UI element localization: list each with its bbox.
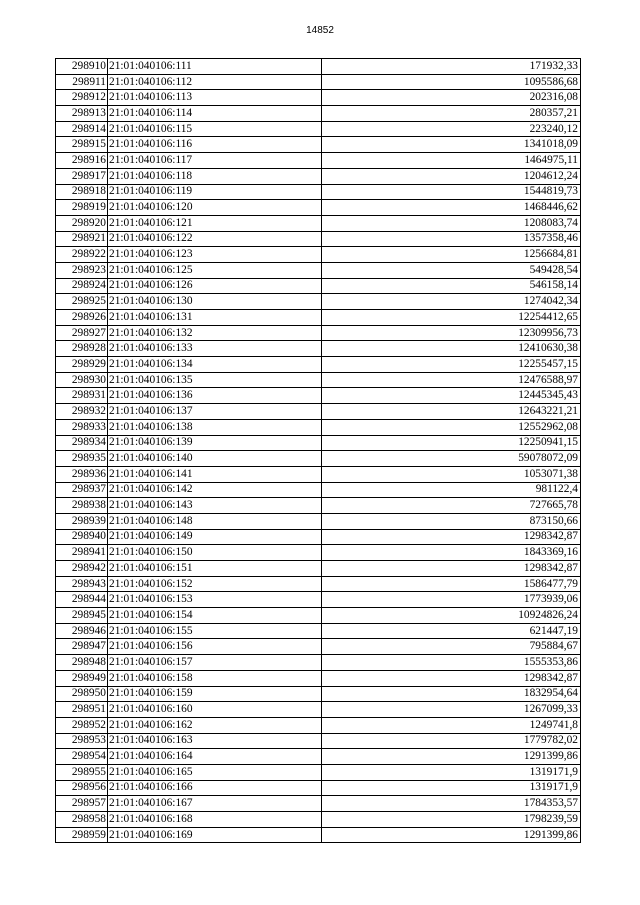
row-number-cell: 298930 (56, 372, 108, 388)
row-number-cell: 298944 (56, 592, 108, 608)
table-row (56, 357, 581, 373)
row-number-cell: 298947 (56, 639, 108, 655)
cadastral-number-cell: 21:01:040106:156 (108, 639, 322, 655)
table-row (56, 451, 581, 467)
table-row (56, 733, 581, 749)
cadastral-value-cell: 202316,08 (322, 90, 581, 106)
cadastral-number-cell: 21:01:040106:157 (108, 655, 322, 671)
cadastral-value-cell: 1832954,64 (322, 686, 581, 702)
cadastral-value-cell: 223240,12 (322, 121, 581, 137)
cadastral-value-cell: 1204612,24 (322, 168, 581, 184)
row-number-cell: 298941 (56, 545, 108, 561)
cadastral-value-cell: 1773939,06 (322, 592, 581, 608)
cadastral-number-cell: 21:01:040106:150 (108, 545, 322, 561)
cadastral-number-cell: 21:01:040106:169 (108, 827, 322, 843)
cadastral-value-cell: 12309956,73 (322, 325, 581, 341)
cadastral-value-cell: 12643221,21 (322, 404, 581, 420)
table-row (56, 419, 581, 435)
table-row (56, 247, 581, 263)
cadastral-number-cell: 21:01:040106:118 (108, 168, 322, 184)
row-number-cell: 298916 (56, 153, 108, 169)
cadastral-number-cell: 21:01:040106:120 (108, 200, 322, 216)
cadastral-number-cell: 21:01:040106:136 (108, 388, 322, 404)
row-number-cell: 298931 (56, 388, 108, 404)
table-row (56, 812, 581, 828)
table-row (56, 59, 581, 75)
table-row (56, 780, 581, 796)
cadastral-number-cell: 21:01:040106:159 (108, 686, 322, 702)
cadastral-value-cell: 1291399,86 (322, 827, 581, 843)
cadastral-value-cell: 12254412,65 (322, 310, 581, 326)
cadastral-number-cell: 21:01:040106:149 (108, 529, 322, 545)
table-row (56, 341, 581, 357)
cadastral-value-cell: 59078072,09 (322, 451, 581, 467)
cadastral-number-cell: 21:01:040106:162 (108, 717, 322, 733)
table-row (56, 137, 581, 153)
cadastral-number-cell: 21:01:040106:123 (108, 247, 322, 263)
cadastral-value-cell: 727665,78 (322, 498, 581, 514)
cadastral-value-cell: 280357,21 (322, 106, 581, 122)
row-number-cell: 298952 (56, 717, 108, 733)
cadastral-value-cell: 1586477,79 (322, 576, 581, 592)
row-number-cell: 298913 (56, 106, 108, 122)
table-row (56, 561, 581, 577)
row-number-cell: 298940 (56, 529, 108, 545)
cadastral-number-cell: 21:01:040106:117 (108, 153, 322, 169)
table-row (56, 435, 581, 451)
cadastral-value-cell: 1208083,74 (322, 215, 581, 231)
row-number-cell: 298917 (56, 168, 108, 184)
table-row (56, 231, 581, 247)
row-number-cell: 298948 (56, 655, 108, 671)
row-number-cell: 298925 (56, 294, 108, 310)
cadastral-value-cell: 1544819,73 (322, 184, 581, 200)
cadastral-number-cell: 21:01:040106:151 (108, 561, 322, 577)
row-number-cell: 298956 (56, 780, 108, 796)
table-row (56, 404, 581, 420)
cadastral-number-cell: 21:01:040106:143 (108, 498, 322, 514)
cadastral-value-cell: 1555353,86 (322, 655, 581, 671)
row-number-cell: 298920 (56, 215, 108, 231)
row-number-cell: 298950 (56, 686, 108, 702)
cadastral-number-cell: 21:01:040106:160 (108, 702, 322, 718)
cadastral-value-cell: 1779782,02 (322, 733, 581, 749)
row-number-cell: 298915 (56, 137, 108, 153)
cadastral-value-cell: 621447,19 (322, 623, 581, 639)
cadastral-value-cell: 12250941,15 (322, 435, 581, 451)
row-number-cell: 298911 (56, 74, 108, 90)
cadastral-value-cell: 546158,14 (322, 278, 581, 294)
cadastral-value-cell: 981122,4 (322, 482, 581, 498)
row-number-cell: 298924 (56, 278, 108, 294)
cadastral-number-cell: 21:01:040106:153 (108, 592, 322, 608)
row-number-cell: 298927 (56, 325, 108, 341)
table-row (56, 498, 581, 514)
table-row (56, 325, 581, 341)
row-number-cell: 298922 (56, 247, 108, 263)
row-number-cell: 298928 (56, 341, 108, 357)
cadastral-number-cell: 21:01:040106:113 (108, 90, 322, 106)
cadastral-number-cell: 21:01:040106:164 (108, 749, 322, 765)
cadastral-value-cell: 1249741,8 (322, 717, 581, 733)
cadastral-value-cell: 171932,33 (322, 59, 581, 75)
cadastral-number-cell: 21:01:040106:125 (108, 262, 322, 278)
row-number-cell: 298914 (56, 121, 108, 137)
table-row (56, 655, 581, 671)
cadastral-value-cell: 12552962,08 (322, 419, 581, 435)
cadastral-number-cell: 21:01:040106:148 (108, 513, 322, 529)
table-row (56, 513, 581, 529)
cadastral-number-cell: 21:01:040106:126 (108, 278, 322, 294)
cadastral-value-cell: 12476588,97 (322, 372, 581, 388)
cadastral-value-cell: 12255457,15 (322, 357, 581, 373)
row-number-cell: 298937 (56, 482, 108, 498)
table-row (56, 529, 581, 545)
table-row (56, 686, 581, 702)
cadastral-number-cell: 21:01:040106:121 (108, 215, 322, 231)
table-row (56, 592, 581, 608)
row-number-cell: 298938 (56, 498, 108, 514)
cadastral-number-cell: 21:01:040106:142 (108, 482, 322, 498)
row-number-cell: 298935 (56, 451, 108, 467)
table-body (56, 59, 581, 843)
row-number-cell: 298929 (56, 357, 108, 373)
table-row (56, 717, 581, 733)
row-number-cell: 298933 (56, 419, 108, 435)
row-number-cell: 298959 (56, 827, 108, 843)
table-row (56, 388, 581, 404)
table-row (56, 623, 581, 639)
table-row (56, 670, 581, 686)
row-number-cell: 298942 (56, 561, 108, 577)
table-row (56, 749, 581, 765)
cadastral-value-cell: 12445345,43 (322, 388, 581, 404)
table-row (56, 608, 581, 624)
cadastral-number-cell: 21:01:040106:137 (108, 404, 322, 420)
cadastral-number-cell: 21:01:040106:130 (108, 294, 322, 310)
cadastral-value-cell: 795884,67 (322, 639, 581, 655)
table-row (56, 184, 581, 200)
cadastral-value-cell: 549428,54 (322, 262, 581, 278)
cadastral-value-cell: 1291399,86 (322, 749, 581, 765)
table-row (56, 796, 581, 812)
cadastral-number-cell: 21:01:040106:141 (108, 466, 322, 482)
page-number: 14852 (306, 25, 334, 36)
row-number-cell: 298946 (56, 623, 108, 639)
row-number-cell: 298943 (56, 576, 108, 592)
cadastral-value-cell: 1274042,34 (322, 294, 581, 310)
row-number-cell: 298918 (56, 184, 108, 200)
table-row (56, 168, 581, 184)
table-row (56, 215, 581, 231)
cadastral-number-cell: 21:01:040106:152 (108, 576, 322, 592)
cadastral-value-cell: 1468446,62 (322, 200, 581, 216)
cadastral-value-cell: 1298342,87 (322, 670, 581, 686)
cadastral-value-cell: 1298342,87 (322, 529, 581, 545)
cadastral-number-cell: 21:01:040106:116 (108, 137, 322, 153)
table-row (56, 482, 581, 498)
cadastral-number-cell: 21:01:040106:163 (108, 733, 322, 749)
row-number-cell: 298939 (56, 513, 108, 529)
row-number-cell: 298945 (56, 608, 108, 624)
cadastral-number-cell: 21:01:040106:139 (108, 435, 322, 451)
row-number-cell: 298954 (56, 749, 108, 765)
cadastral-number-cell: 21:01:040106:134 (108, 357, 322, 373)
cadastral-number-cell: 21:01:040106:131 (108, 310, 322, 326)
table-row (56, 545, 581, 561)
cadastral-value-cell: 1256684,81 (322, 247, 581, 263)
table-row (56, 576, 581, 592)
table-row (56, 262, 581, 278)
cadastral-value-table (55, 58, 581, 843)
table-row (56, 764, 581, 780)
cadastral-value-cell: 1784353,57 (322, 796, 581, 812)
cadastral-number-cell: 21:01:040106:112 (108, 74, 322, 90)
cadastral-value-cell: 1798239,59 (322, 812, 581, 828)
row-number-cell: 298921 (56, 231, 108, 247)
row-number-cell: 298923 (56, 262, 108, 278)
cadastral-number-cell: 21:01:040106:140 (108, 451, 322, 467)
row-number-cell: 298936 (56, 466, 108, 482)
table-row (56, 827, 581, 843)
table-row (56, 372, 581, 388)
cadastral-number-cell: 21:01:040106:135 (108, 372, 322, 388)
cadastral-number-cell: 21:01:040106:167 (108, 796, 322, 812)
table-row (56, 106, 581, 122)
row-number-cell: 298955 (56, 764, 108, 780)
cadastral-value-cell: 1843369,16 (322, 545, 581, 561)
cadastral-value-cell: 1095586,68 (322, 74, 581, 90)
cadastral-value-cell: 1319171,9 (322, 764, 581, 780)
row-number-cell: 298934 (56, 435, 108, 451)
cadastral-number-cell: 21:01:040106:115 (108, 121, 322, 137)
table-row (56, 466, 581, 482)
cadastral-value-cell: 10924826,24 (322, 608, 581, 624)
cadastral-number-cell: 21:01:040106:133 (108, 341, 322, 357)
row-number-cell: 298926 (56, 310, 108, 326)
cadastral-value-cell: 1319171,9 (322, 780, 581, 796)
table-row (56, 200, 581, 216)
row-number-cell: 298949 (56, 670, 108, 686)
cadastral-number-cell: 21:01:040106:155 (108, 623, 322, 639)
cadastral-number-cell: 21:01:040106:166 (108, 780, 322, 796)
cadastral-number-cell: 21:01:040106:168 (108, 812, 322, 828)
cadastral-value-cell: 1464975,11 (322, 153, 581, 169)
table-row (56, 90, 581, 106)
cadastral-value-cell: 1053071,38 (322, 466, 581, 482)
cadastral-number-cell: 21:01:040106:119 (108, 184, 322, 200)
cadastral-number-cell: 21:01:040106:154 (108, 608, 322, 624)
row-number-cell: 298957 (56, 796, 108, 812)
cadastral-number-cell: 21:01:040106:138 (108, 419, 322, 435)
cadastral-value-cell: 12410630,38 (322, 341, 581, 357)
cadastral-number-cell: 21:01:040106:132 (108, 325, 322, 341)
row-number-cell: 298951 (56, 702, 108, 718)
table-row (56, 310, 581, 326)
cadastral-value-cell: 873150,66 (322, 513, 581, 529)
cadastral-value-cell: 1341018,09 (322, 137, 581, 153)
cadastral-number-cell: 21:01:040106:114 (108, 106, 322, 122)
cadastral-number-cell: 21:01:040106:111 (108, 59, 322, 75)
row-number-cell: 298953 (56, 733, 108, 749)
table-row (56, 702, 581, 718)
cadastral-value-cell: 1357358,46 (322, 231, 581, 247)
row-number-cell: 298958 (56, 812, 108, 828)
row-number-cell: 298910 (56, 59, 108, 75)
cadastral-number-cell: 21:01:040106:158 (108, 670, 322, 686)
cadastral-number-cell: 21:01:040106:165 (108, 764, 322, 780)
row-number-cell: 298919 (56, 200, 108, 216)
table-row (56, 639, 581, 655)
table-row (56, 121, 581, 137)
table-row (56, 74, 581, 90)
table-row (56, 153, 581, 169)
table-row (56, 294, 581, 310)
table-row (56, 278, 581, 294)
row-number-cell: 298932 (56, 404, 108, 420)
cadastral-value-cell: 1298342,87 (322, 561, 581, 577)
cadastral-number-cell: 21:01:040106:122 (108, 231, 322, 247)
cadastral-value-cell: 1267099,33 (322, 702, 581, 718)
row-number-cell: 298912 (56, 90, 108, 106)
